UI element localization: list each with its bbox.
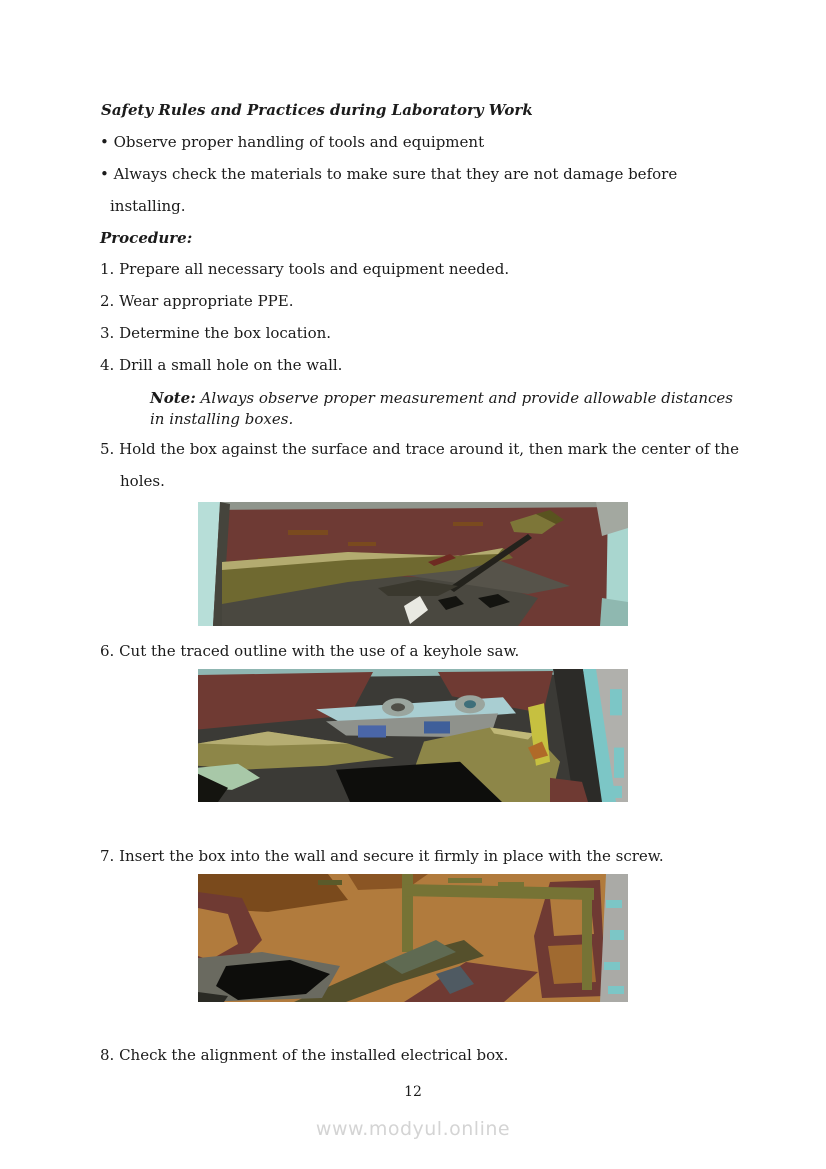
procedure-step-8: 8. Check the alignment of the installed electrical box.: [100, 1046, 509, 1064]
photo-step7-insert-box-graphic: [198, 874, 628, 1002]
page-number: 12: [404, 1084, 422, 1100]
procedure-step-1: 1. Prepare all necessary tools and equipment needed.: [100, 260, 510, 278]
photo-step7-insert-box: [198, 874, 628, 1002]
section-heading: Safety Rules and Practices during Laboratory Work: [101, 101, 533, 119]
procedure-step-6: 6. Cut the traced outline with the use of a keyhole saw.: [100, 642, 520, 660]
photo-step6-cut-outline: [198, 669, 628, 802]
procedure-step-3: 3. Determine the box location.: [100, 324, 332, 342]
photo-step5-trace-box-graphic: [198, 502, 628, 626]
procedure-step-5-line1: 5. Hold the box against the surface and trace around it, then mark the center of the: [100, 440, 739, 458]
bullet-item-1: • Observe proper handling of tools and equipment: [100, 133, 485, 151]
note-label: Note:: [150, 389, 196, 407]
procedure-step-7: 7. Insert the box into the wall and secure it firmly in place with the screw.: [100, 847, 664, 865]
photo-step5-trace-box: [198, 502, 628, 626]
procedure-heading: Procedure:: [100, 229, 193, 247]
bullet-item-2-line2: installing.: [110, 197, 186, 215]
photo-step6-cut-outline-graphic: [198, 669, 628, 802]
note-line1: [150, 388, 733, 408]
note-text: Always observe proper measurement and provide allowable distances: [200, 389, 733, 407]
procedure-step-5-line2: holes.: [120, 472, 165, 490]
procedure-step-4: 4. Drill a small hole on the wall.: [100, 356, 343, 374]
note-line2: in installing boxes.: [150, 410, 294, 428]
bullet-item-2-line1: • Always check the materials to make sure that they are not damage before: [100, 165, 678, 183]
watermark-text: www.modyul.online: [315, 1118, 511, 1140]
procedure-step-2: 2. Wear appropriate PPE.: [100, 292, 294, 310]
